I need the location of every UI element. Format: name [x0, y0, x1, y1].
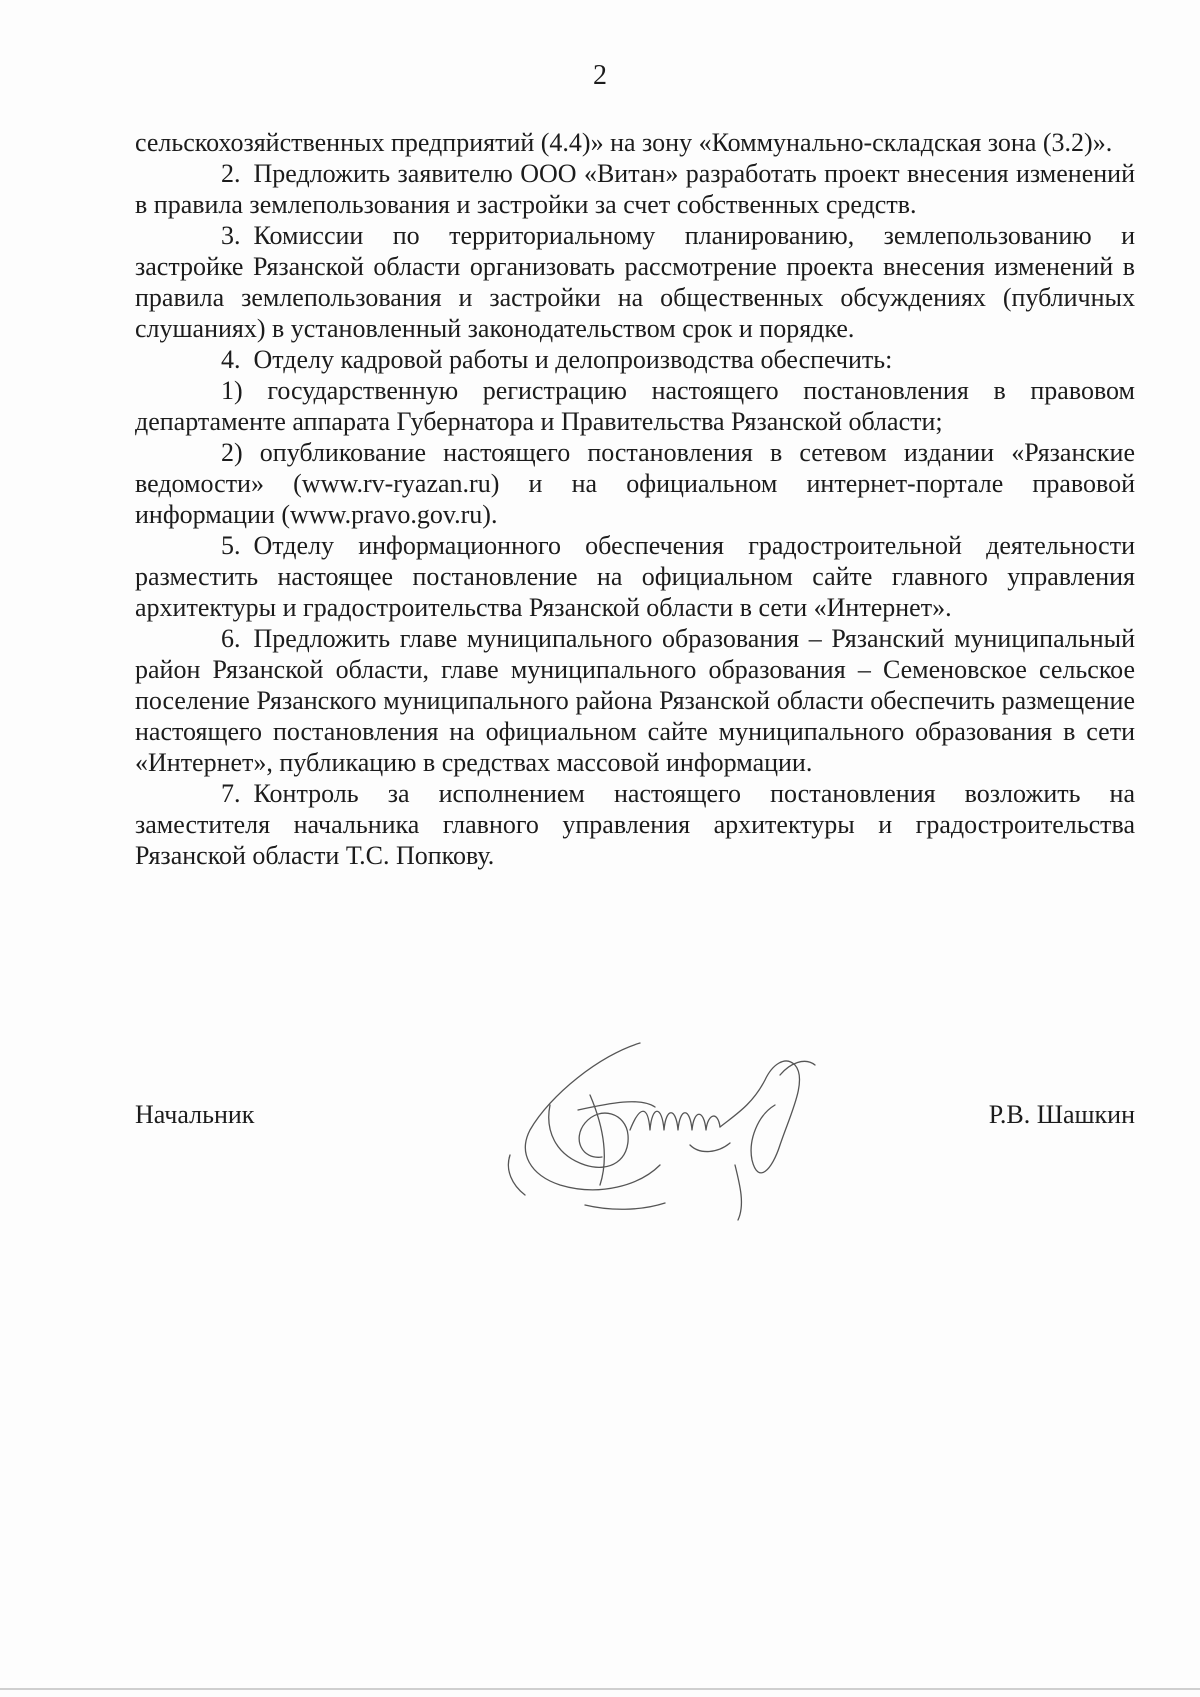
page-number: 2	[593, 60, 607, 91]
paragraph-item-4-1: 1) государственную регистрацию настоящего постановления в правовом департаменте аппарата Губернатора и Правительства Рязанской области;	[135, 376, 1135, 436]
paragraph-item-2: 2. Предложить заявителю ООО «Витан» разработать проект внесения изменений в правила землепользования и застройки за счет собственных средств.	[135, 159, 1135, 219]
document-body	[135, 127, 1135, 871]
signer-name: Р.В. Шашкин	[988, 1100, 1135, 1129]
paragraph-continuation: сельскохозяйственных предприятий (4.4)» на зону «Коммунально-складская зона (3.2)».	[135, 128, 1113, 157]
paragraph-item-6: 6. Предложить главе муниципального образования – Рязанский муниципальный район Рязанской области, главе муниципального образования – Семеновское сельское поселение Рязанского муниципального района Рязанской области обеспечить размещение настоящего постановления на официальном сайте муниципального образования в сети «Интернет», публикацию в средствах массовой информации.	[135, 624, 1135, 777]
handwritten-signature	[490, 1035, 870, 1225]
scan-bottom-edge	[0, 1688, 1200, 1690]
paragraph-item-4: 4. Отделу кадровой работы и делопроизводства обеспечить:	[221, 345, 893, 374]
paragraph-item-5: 5. Отделу информационного обеспечения градостроительной деятельности разместить настоящее постановление на официальном сайте главного управления архитектуры и градостроительства Рязанской области в сети «Интернет».	[135, 531, 1135, 622]
paragraph-item-7: 7. Контроль за исполнением настоящего постановления возложить на заместителя начальника главного управления архитектуры и градостроительства Рязанской области Т.С. Попкову.	[135, 779, 1135, 870]
paragraph-item-3: 3. Комиссии по территориальному планированию, землепользованию и застройке Рязанской области организовать рассмотрение проекта внесения изменений в правила землепользования и застройки на общественных обсуждениях (публичных слушаниях) в установленный законодательством срок и порядке.	[135, 221, 1135, 343]
paragraph-item-4-2: 2) опубликование настоящего постановления в сетевом издании «Рязанские ведомости» (www.rv-ryazan.ru) и на официальном интернет-портале правовой информации (www.pravo.gov.ru).	[135, 438, 1135, 529]
signer-title: Начальник	[135, 1100, 255, 1129]
